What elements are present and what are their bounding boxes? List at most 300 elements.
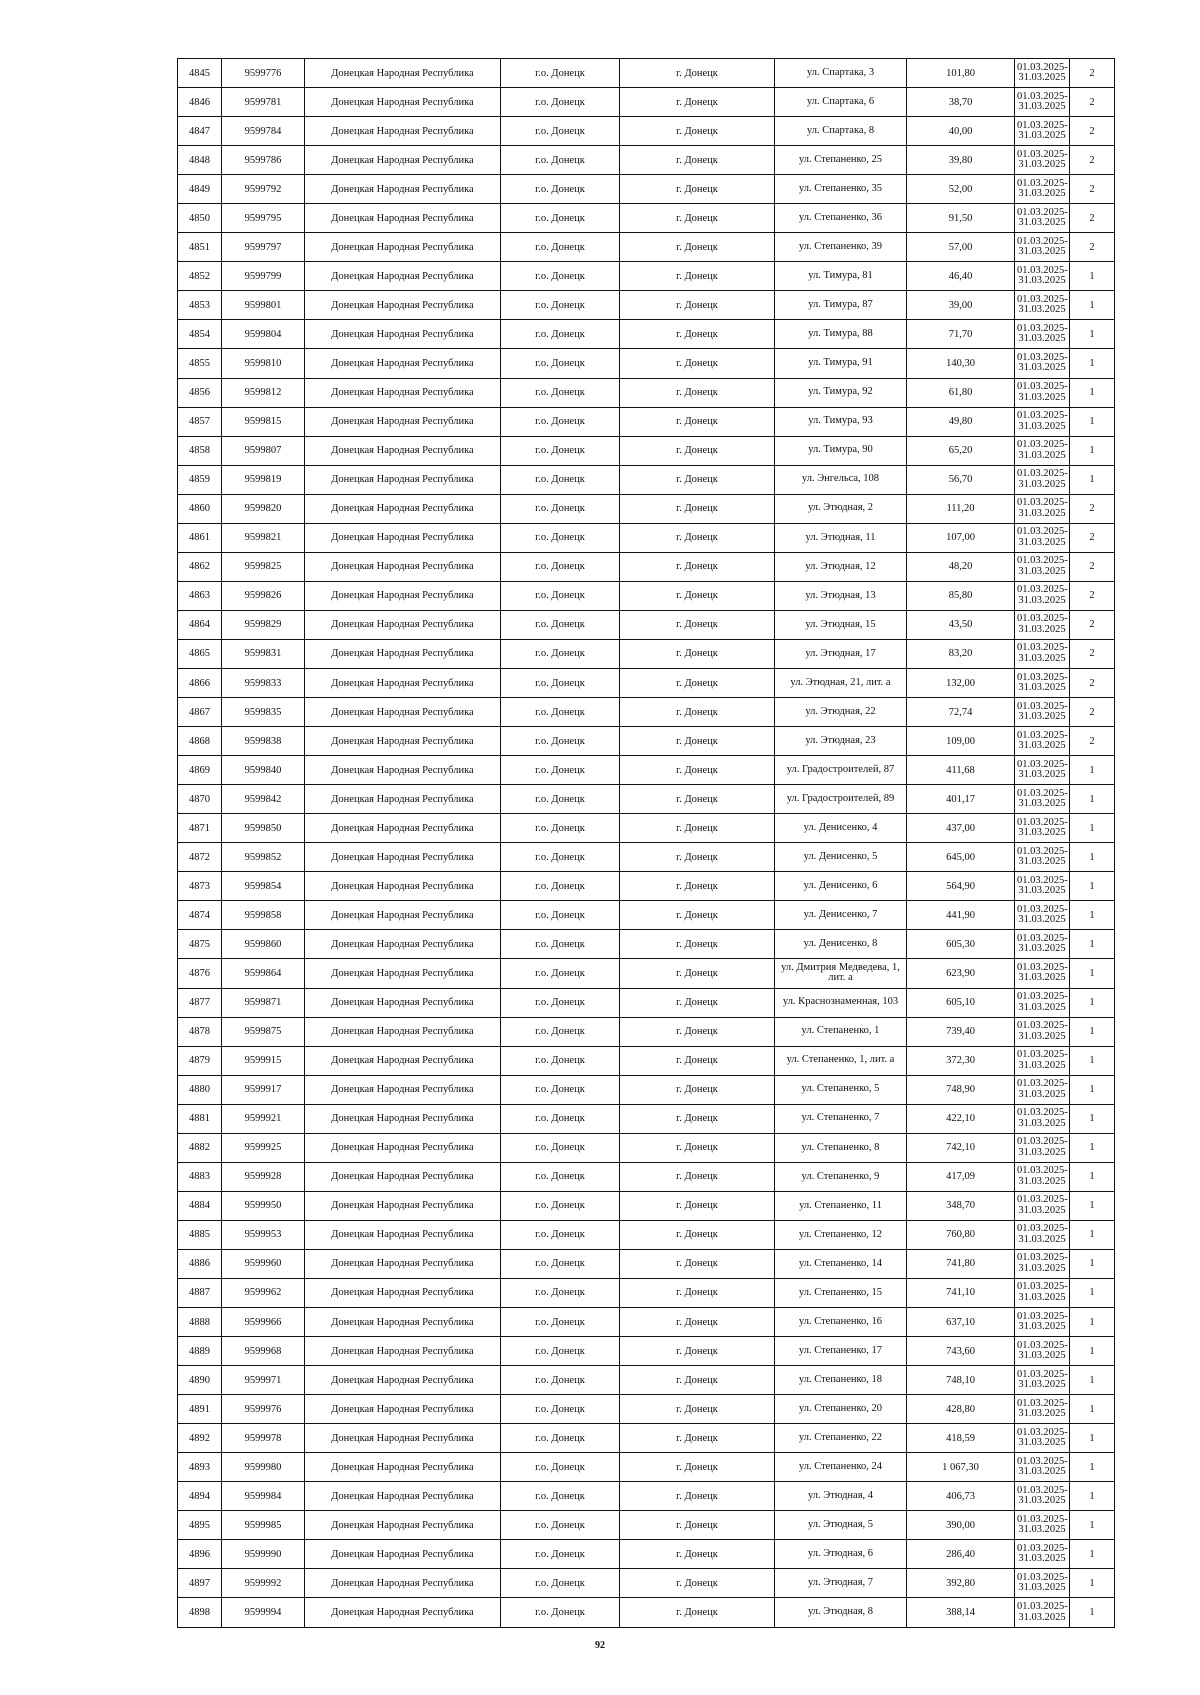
area-cell: 411,68 xyxy=(907,756,1015,785)
city-cell: г. Донецк xyxy=(620,1278,775,1307)
object-code-cell: 9599875 xyxy=(222,1017,305,1046)
city-cell: г. Донецк xyxy=(620,1104,775,1133)
area-cell: 49,80 xyxy=(907,407,1015,436)
region-cell: Донецкая Народная Республика xyxy=(305,901,501,930)
object-code-cell: 9599826 xyxy=(222,581,305,610)
city-cell: г. Донецк xyxy=(620,1424,775,1453)
district-cell: г.о. Донецк xyxy=(501,901,620,930)
address-cell: ул. Дмитрия Медведева, 1, лит. а xyxy=(775,959,907,988)
table-row xyxy=(178,756,1115,785)
region-cell: Донецкая Народная Республика xyxy=(305,785,501,814)
table-row xyxy=(178,465,1115,494)
row-number-cell: 4872 xyxy=(178,843,222,872)
object-code-cell: 9599960 xyxy=(222,1249,305,1278)
period-cell: 01.03.2025-31.03.2025 xyxy=(1015,1337,1070,1366)
period-cell: 01.03.2025-31.03.2025 xyxy=(1015,1191,1070,1220)
table-row xyxy=(178,146,1115,175)
count-cell: 1 xyxy=(1070,959,1115,988)
object-code-cell: 9599985 xyxy=(222,1511,305,1540)
region-cell: Донецкая Народная Республика xyxy=(305,1395,501,1424)
row-number-cell: 4871 xyxy=(178,814,222,843)
region-cell: Донецкая Народная Республика xyxy=(305,1162,501,1191)
count-cell: 1 xyxy=(1070,465,1115,494)
district-cell: г.о. Донецк xyxy=(501,1453,620,1482)
count-cell: 1 xyxy=(1070,1395,1115,1424)
region-cell: Донецкая Народная Республика xyxy=(305,1220,501,1249)
table-row xyxy=(178,1598,1115,1627)
area-cell: 372,30 xyxy=(907,1046,1015,1075)
table-row xyxy=(178,1046,1115,1075)
district-cell: г.о. Донецк xyxy=(501,668,620,697)
period-cell: 01.03.2025-31.03.2025 xyxy=(1015,436,1070,465)
district-cell: г.о. Донецк xyxy=(501,465,620,494)
area-cell: 348,70 xyxy=(907,1191,1015,1220)
row-number-cell: 4893 xyxy=(178,1453,222,1482)
region-cell: Донецкая Народная Республика xyxy=(305,872,501,901)
period-cell: 01.03.2025-31.03.2025 xyxy=(1015,378,1070,407)
city-cell: г. Донецк xyxy=(620,262,775,291)
address-cell: ул. Этюдная, 12 xyxy=(775,552,907,581)
address-cell: ул. Этюдная, 13 xyxy=(775,581,907,610)
period-cell: 01.03.2025-31.03.2025 xyxy=(1015,117,1070,146)
count-cell: 1 xyxy=(1070,872,1115,901)
count-cell: 2 xyxy=(1070,698,1115,727)
district-cell: г.о. Донецк xyxy=(501,407,620,436)
area-cell: 760,80 xyxy=(907,1220,1015,1249)
object-code-cell: 9599804 xyxy=(222,320,305,349)
region-cell: Донецкая Народная Республика xyxy=(305,378,501,407)
address-cell: ул. Степаненко, 11 xyxy=(775,1191,907,1220)
district-cell: г.о. Донецк xyxy=(501,262,620,291)
table-row xyxy=(178,785,1115,814)
object-code-cell: 9599784 xyxy=(222,117,305,146)
region-cell: Донецкая Народная Республика xyxy=(305,1017,501,1046)
period-cell: 01.03.2025-31.03.2025 xyxy=(1015,59,1070,88)
count-cell: 1 xyxy=(1070,1133,1115,1162)
address-cell: ул. Степаненко, 35 xyxy=(775,175,907,204)
district-cell: г.о. Донецк xyxy=(501,320,620,349)
city-cell: г. Донецк xyxy=(620,291,775,320)
table-row xyxy=(178,843,1115,872)
district-cell: г.о. Донецк xyxy=(501,146,620,175)
area-cell: 111,20 xyxy=(907,494,1015,523)
object-code-cell: 9599786 xyxy=(222,146,305,175)
district-cell: г.о. Донецк xyxy=(501,814,620,843)
address-cell: ул. Градостроителей, 89 xyxy=(775,785,907,814)
region-cell: Донецкая Народная Республика xyxy=(305,88,501,117)
district-cell: г.о. Донецк xyxy=(501,639,620,668)
city-cell: г. Донецк xyxy=(620,1133,775,1162)
area-cell: 605,10 xyxy=(907,988,1015,1017)
object-code-cell: 9599871 xyxy=(222,988,305,1017)
object-code-cell: 9599792 xyxy=(222,175,305,204)
object-code-cell: 9599795 xyxy=(222,204,305,233)
row-number-cell: 4865 xyxy=(178,639,222,668)
address-cell: ул. Этюдная, 4 xyxy=(775,1482,907,1511)
count-cell: 1 xyxy=(1070,262,1115,291)
table-row xyxy=(178,930,1115,959)
object-code-cell: 9599925 xyxy=(222,1133,305,1162)
table-row xyxy=(178,1191,1115,1220)
city-cell: г. Донецк xyxy=(620,1511,775,1540)
region-cell: Донецкая Народная Республика xyxy=(305,494,501,523)
row-number-cell: 4873 xyxy=(178,872,222,901)
district-cell: г.о. Донецк xyxy=(501,988,620,1017)
row-number-cell: 4884 xyxy=(178,1191,222,1220)
city-cell: г. Донецк xyxy=(620,872,775,901)
area-cell: 741,80 xyxy=(907,1249,1015,1278)
count-cell: 2 xyxy=(1070,175,1115,204)
city-cell: г. Донецк xyxy=(620,988,775,1017)
area-cell: 38,70 xyxy=(907,88,1015,117)
period-cell: 01.03.2025-31.03.2025 xyxy=(1015,639,1070,668)
city-cell: г. Донецк xyxy=(620,494,775,523)
table-row xyxy=(178,1395,1115,1424)
city-cell: г. Донецк xyxy=(620,378,775,407)
table-row xyxy=(178,378,1115,407)
row-number-cell: 4891 xyxy=(178,1395,222,1424)
city-cell: г. Донецк xyxy=(620,1337,775,1366)
period-cell: 01.03.2025-31.03.2025 xyxy=(1015,901,1070,930)
count-cell: 2 xyxy=(1070,494,1115,523)
row-number-cell: 4886 xyxy=(178,1249,222,1278)
city-cell: г. Донецк xyxy=(620,698,775,727)
period-cell: 01.03.2025-31.03.2025 xyxy=(1015,1482,1070,1511)
city-cell: г. Донецк xyxy=(620,930,775,959)
count-cell: 2 xyxy=(1070,727,1115,756)
period-cell: 01.03.2025-31.03.2025 xyxy=(1015,872,1070,901)
count-cell: 1 xyxy=(1070,930,1115,959)
district-cell: г.о. Донецк xyxy=(501,1424,620,1453)
region-cell: Донецкая Народная Республика xyxy=(305,1337,501,1366)
address-cell: ул. Тимура, 92 xyxy=(775,378,907,407)
object-code-cell: 9599984 xyxy=(222,1482,305,1511)
period-cell: 01.03.2025-31.03.2025 xyxy=(1015,581,1070,610)
row-number-cell: 4845 xyxy=(178,59,222,88)
address-cell: ул. Степаненко, 1, лит. а xyxy=(775,1046,907,1075)
object-code-cell: 9599953 xyxy=(222,1220,305,1249)
district-cell: г.о. Донецк xyxy=(501,1569,620,1598)
region-cell: Донецкая Народная Республика xyxy=(305,1308,501,1337)
city-cell: г. Донецк xyxy=(620,1308,775,1337)
object-code-cell: 9599915 xyxy=(222,1046,305,1075)
city-cell: г. Донецк xyxy=(620,465,775,494)
city-cell: г. Донецк xyxy=(620,668,775,697)
area-cell: 742,10 xyxy=(907,1133,1015,1162)
count-cell: 2 xyxy=(1070,88,1115,117)
table-row xyxy=(178,494,1115,523)
region-cell: Донецкая Народная Республика xyxy=(305,1366,501,1395)
region-cell: Донецкая Народная Республика xyxy=(305,1278,501,1307)
table-row xyxy=(178,1162,1115,1191)
city-cell: г. Донецк xyxy=(620,436,775,465)
object-code-cell: 9599864 xyxy=(222,959,305,988)
district-cell: г.о. Донецк xyxy=(501,1278,620,1307)
period-cell: 01.03.2025-31.03.2025 xyxy=(1015,1453,1070,1482)
table-row xyxy=(178,552,1115,581)
district-cell: г.о. Донецк xyxy=(501,494,620,523)
table-row xyxy=(178,349,1115,378)
period-cell: 01.03.2025-31.03.2025 xyxy=(1015,320,1070,349)
area-cell: 101,80 xyxy=(907,59,1015,88)
row-number-cell: 4897 xyxy=(178,1569,222,1598)
object-code-cell: 9599968 xyxy=(222,1337,305,1366)
count-cell: 1 xyxy=(1070,1598,1115,1627)
region-cell: Донецкая Народная Республика xyxy=(305,552,501,581)
region-cell: Донецкая Народная Республика xyxy=(305,59,501,88)
area-cell: 564,90 xyxy=(907,872,1015,901)
district-cell: г.о. Донецк xyxy=(501,1191,620,1220)
address-cell: ул. Спартака, 6 xyxy=(775,88,907,117)
address-cell: ул. Этюдная, 5 xyxy=(775,1511,907,1540)
period-cell: 01.03.2025-31.03.2025 xyxy=(1015,668,1070,697)
district-cell: г.о. Донецк xyxy=(501,1133,620,1162)
row-number-cell: 4850 xyxy=(178,204,222,233)
count-cell: 1 xyxy=(1070,1453,1115,1482)
address-cell: ул. Степаненко, 1 xyxy=(775,1017,907,1046)
area-cell: 743,60 xyxy=(907,1337,1015,1366)
table-row xyxy=(178,610,1115,639)
object-code-cell: 9599842 xyxy=(222,785,305,814)
count-cell: 1 xyxy=(1070,988,1115,1017)
table-row xyxy=(178,1453,1115,1482)
period-cell: 01.03.2025-31.03.2025 xyxy=(1015,465,1070,494)
region-cell: Донецкая Народная Республика xyxy=(305,1540,501,1569)
address-cell: ул. Степаненко, 25 xyxy=(775,146,907,175)
row-number-cell: 4861 xyxy=(178,523,222,552)
period-cell: 01.03.2025-31.03.2025 xyxy=(1015,930,1070,959)
row-number-cell: 4892 xyxy=(178,1424,222,1453)
count-cell: 2 xyxy=(1070,581,1115,610)
count-cell: 1 xyxy=(1070,407,1115,436)
area-cell: 61,80 xyxy=(907,378,1015,407)
area-cell: 637,10 xyxy=(907,1308,1015,1337)
object-code-cell: 9599835 xyxy=(222,698,305,727)
period-cell: 01.03.2025-31.03.2025 xyxy=(1015,1424,1070,1453)
address-cell: ул. Степаненко, 15 xyxy=(775,1278,907,1307)
count-cell: 1 xyxy=(1070,1017,1115,1046)
address-cell: ул. Степаненко, 22 xyxy=(775,1424,907,1453)
table-row xyxy=(178,1366,1115,1395)
district-cell: г.о. Донецк xyxy=(501,117,620,146)
table-row xyxy=(178,1220,1115,1249)
count-cell: 1 xyxy=(1070,349,1115,378)
address-cell: ул. Степаненко, 16 xyxy=(775,1308,907,1337)
address-cell: ул. Этюдная, 22 xyxy=(775,698,907,727)
table-row xyxy=(178,814,1115,843)
period-cell: 01.03.2025-31.03.2025 xyxy=(1015,1075,1070,1104)
address-cell: ул. Степаненко, 24 xyxy=(775,1453,907,1482)
table-row xyxy=(178,1569,1115,1598)
area-cell: 132,00 xyxy=(907,668,1015,697)
city-cell: г. Донецк xyxy=(620,814,775,843)
district-cell: г.о. Донецк xyxy=(501,785,620,814)
address-cell: ул. Денисенко, 7 xyxy=(775,901,907,930)
object-code-cell: 9599801 xyxy=(222,291,305,320)
table-row xyxy=(178,204,1115,233)
object-code-cell: 9599833 xyxy=(222,668,305,697)
row-number-cell: 4855 xyxy=(178,349,222,378)
count-cell: 1 xyxy=(1070,1075,1115,1104)
address-cell: ул. Степаненко, 39 xyxy=(775,233,907,262)
city-cell: г. Донецк xyxy=(620,1046,775,1075)
address-cell: ул. Этюдная, 6 xyxy=(775,1540,907,1569)
count-cell: 1 xyxy=(1070,1308,1115,1337)
object-code-cell: 9599928 xyxy=(222,1162,305,1191)
area-cell: 48,20 xyxy=(907,552,1015,581)
table-row xyxy=(178,1104,1115,1133)
address-cell: ул. Тимура, 88 xyxy=(775,320,907,349)
district-cell: г.о. Донецк xyxy=(501,378,620,407)
count-cell: 1 xyxy=(1070,1191,1115,1220)
count-cell: 1 xyxy=(1070,1104,1115,1133)
district-cell: г.о. Донецк xyxy=(501,1337,620,1366)
object-code-cell: 9599819 xyxy=(222,465,305,494)
address-cell: ул. Этюдная, 23 xyxy=(775,727,907,756)
region-cell: Донецкая Народная Республика xyxy=(305,698,501,727)
city-cell: г. Донецк xyxy=(620,59,775,88)
count-cell: 1 xyxy=(1070,1249,1115,1278)
table-row xyxy=(178,175,1115,204)
period-cell: 01.03.2025-31.03.2025 xyxy=(1015,291,1070,320)
city-cell: г. Донецк xyxy=(620,349,775,378)
district-cell: г.о. Донецк xyxy=(501,233,620,262)
count-cell: 1 xyxy=(1070,1511,1115,1540)
city-cell: г. Донецк xyxy=(620,1395,775,1424)
district-cell: г.о. Донецк xyxy=(501,872,620,901)
region-cell: Донецкая Народная Республика xyxy=(305,1046,501,1075)
region-cell: Донецкая Народная Республика xyxy=(305,668,501,697)
table-row xyxy=(178,639,1115,668)
district-cell: г.о. Донецк xyxy=(501,1017,620,1046)
object-code-cell: 9599840 xyxy=(222,756,305,785)
region-cell: Донецкая Народная Республика xyxy=(305,959,501,988)
address-cell: ул. Этюдная, 21, лит. а xyxy=(775,668,907,697)
area-cell: 46,40 xyxy=(907,262,1015,291)
table-row xyxy=(178,1337,1115,1366)
region-cell: Донецкая Народная Республика xyxy=(305,727,501,756)
city-cell: г. Донецк xyxy=(620,88,775,117)
object-code-cell: 9599821 xyxy=(222,523,305,552)
period-cell: 01.03.2025-31.03.2025 xyxy=(1015,843,1070,872)
period-cell: 01.03.2025-31.03.2025 xyxy=(1015,1104,1070,1133)
object-code-cell: 9599980 xyxy=(222,1453,305,1482)
address-cell: ул. Степаненко, 8 xyxy=(775,1133,907,1162)
address-cell: ул. Степаненко, 5 xyxy=(775,1075,907,1104)
city-cell: г. Донецк xyxy=(620,1017,775,1046)
district-cell: г.о. Донецк xyxy=(501,1249,620,1278)
object-code-cell: 9599852 xyxy=(222,843,305,872)
table-row xyxy=(178,698,1115,727)
district-cell: г.о. Донецк xyxy=(501,552,620,581)
area-cell: 109,00 xyxy=(907,727,1015,756)
region-cell: Донецкая Народная Республика xyxy=(305,1104,501,1133)
row-number-cell: 4883 xyxy=(178,1162,222,1191)
count-cell: 2 xyxy=(1070,146,1115,175)
table-row xyxy=(178,1017,1115,1046)
row-number-cell: 4853 xyxy=(178,291,222,320)
region-cell: Донецкая Народная Республика xyxy=(305,117,501,146)
object-code-cell: 9599990 xyxy=(222,1540,305,1569)
period-cell: 01.03.2025-31.03.2025 xyxy=(1015,1308,1070,1337)
region-cell: Донецкая Народная Республика xyxy=(305,291,501,320)
region-cell: Донецкая Народная Республика xyxy=(305,465,501,494)
region-cell: Донецкая Народная Республика xyxy=(305,407,501,436)
count-cell: 1 xyxy=(1070,1337,1115,1366)
object-code-cell: 9599838 xyxy=(222,727,305,756)
row-number-cell: 4880 xyxy=(178,1075,222,1104)
period-cell: 01.03.2025-31.03.2025 xyxy=(1015,1366,1070,1395)
period-cell: 01.03.2025-31.03.2025 xyxy=(1015,1162,1070,1191)
row-number-cell: 4878 xyxy=(178,1017,222,1046)
object-code-cell: 9599860 xyxy=(222,930,305,959)
area-cell: 40,00 xyxy=(907,117,1015,146)
address-cell: ул. Тимура, 90 xyxy=(775,436,907,465)
table-row xyxy=(178,320,1115,349)
district-cell: г.о. Донецк xyxy=(501,1162,620,1191)
district-cell: г.о. Донецк xyxy=(501,1482,620,1511)
region-cell: Донецкая Народная Республика xyxy=(305,1133,501,1162)
period-cell: 01.03.2025-31.03.2025 xyxy=(1015,146,1070,175)
area-cell: 286,40 xyxy=(907,1540,1015,1569)
table-row xyxy=(178,117,1115,146)
address-cell: ул. Спартака, 8 xyxy=(775,117,907,146)
district-cell: г.о. Донецк xyxy=(501,1220,620,1249)
region-cell: Донецкая Народная Республика xyxy=(305,610,501,639)
region-cell: Донецкая Народная Республика xyxy=(305,233,501,262)
table-row xyxy=(178,872,1115,901)
region-cell: Донецкая Народная Республика xyxy=(305,988,501,1017)
district-cell: г.о. Донецк xyxy=(501,88,620,117)
object-code-cell: 9599807 xyxy=(222,436,305,465)
row-number-cell: 4896 xyxy=(178,1540,222,1569)
region-cell: Донецкая Народная Республика xyxy=(305,320,501,349)
table-row xyxy=(178,1249,1115,1278)
region-cell: Донецкая Народная Республика xyxy=(305,1424,501,1453)
table-row xyxy=(178,1511,1115,1540)
address-cell: ул. Тимура, 93 xyxy=(775,407,907,436)
row-number-cell: 4888 xyxy=(178,1308,222,1337)
address-cell: ул. Этюдная, 15 xyxy=(775,610,907,639)
area-cell: 65,20 xyxy=(907,436,1015,465)
object-code-cell: 9599976 xyxy=(222,1395,305,1424)
area-cell: 107,00 xyxy=(907,523,1015,552)
address-cell: ул. Степаненко, 14 xyxy=(775,1249,907,1278)
area-cell: 72,74 xyxy=(907,698,1015,727)
region-cell: Донецкая Народная Республика xyxy=(305,1453,501,1482)
count-cell: 1 xyxy=(1070,1278,1115,1307)
object-code-cell: 9599781 xyxy=(222,88,305,117)
region-cell: Донецкая Народная Республика xyxy=(305,436,501,465)
area-cell: 748,90 xyxy=(907,1075,1015,1104)
address-cell: ул. Степаненко, 20 xyxy=(775,1395,907,1424)
area-cell: 417,09 xyxy=(907,1162,1015,1191)
period-cell: 01.03.2025-31.03.2025 xyxy=(1015,204,1070,233)
area-cell: 390,00 xyxy=(907,1511,1015,1540)
row-number-cell: 4876 xyxy=(178,959,222,988)
count-cell: 2 xyxy=(1070,233,1115,262)
object-code-cell: 9599854 xyxy=(222,872,305,901)
count-cell: 2 xyxy=(1070,59,1115,88)
count-cell: 1 xyxy=(1070,785,1115,814)
row-number-cell: 4866 xyxy=(178,668,222,697)
city-cell: г. Донецк xyxy=(620,843,775,872)
district-cell: г.о. Донецк xyxy=(501,1308,620,1337)
area-cell: 1 067,30 xyxy=(907,1453,1015,1482)
count-cell: 1 xyxy=(1070,756,1115,785)
object-code-cell: 9599992 xyxy=(222,1569,305,1598)
address-cell: ул. Этюдная, 2 xyxy=(775,494,907,523)
